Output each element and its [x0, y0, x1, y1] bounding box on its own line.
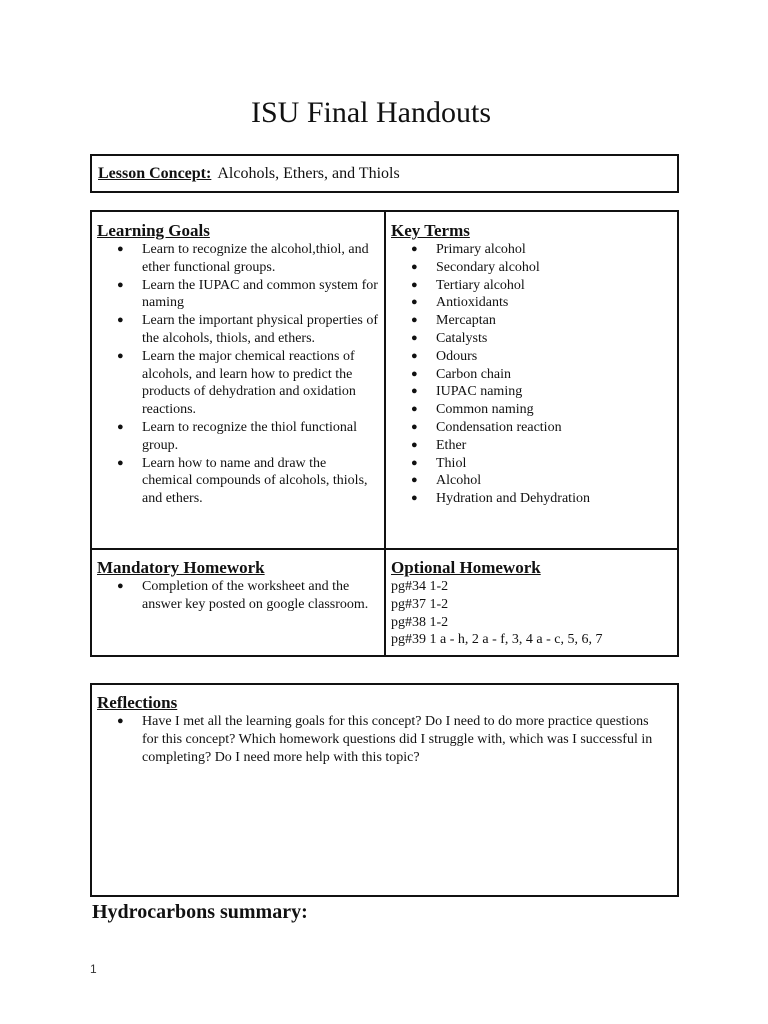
optional-homework-line: pg#39 1 a - h, 2 a - f, 3, 4 a - c, 5, 6, 7 — [391, 632, 603, 648]
reflections-list — [97, 713, 667, 766]
bullet-icon: ● — [117, 243, 124, 255]
key-term-item: ● Alcohol — [411, 473, 482, 489]
key-terms-heading: Key Terms — [391, 221, 470, 240]
key-terms-cell — [391, 221, 671, 508]
learning-goal-item: ● Learn the major chemical reactions of alcohols, and learn how to predict the products of dehydration and oxidation reactions. — [117, 348, 356, 418]
reflection-item: ● Have I met all the learning goals for this concept? Do I need to do more practice questions for this concept? Which homework questions did I struggle with, which was I successful in completing? Do I need more help with this topic? — [117, 714, 653, 765]
bullet-icon: ● — [411, 403, 418, 416]
bullet-icon: ● — [117, 580, 124, 592]
table-column-divider — [384, 212, 386, 655]
reflections-box — [90, 683, 679, 897]
learning-goals-list — [97, 241, 379, 508]
bullet-icon: ● — [411, 456, 418, 469]
lesson-concept-label: Lesson Concept: — [98, 165, 212, 182]
mandatory-homework-list — [97, 578, 379, 614]
bullet-icon: ● — [411, 243, 418, 255]
learning-goals-heading: Learning Goals — [97, 221, 210, 240]
key-term-item: ● Primary alcohol — [411, 242, 526, 257]
bullet-icon: ● — [411, 367, 418, 380]
learning-goal-item: ● Learn the important physical properties of the alcohols, thiols, and ethers. — [117, 313, 378, 346]
key-term-item: ● Hydration and Dehydration — [411, 491, 590, 507]
learning-goal-item: ● Learn how to name and draw the chemical compounds of alcohols, thiols, and ethers. — [117, 455, 368, 507]
bullet-icon: ● — [411, 314, 418, 327]
optional-homework-line: pg#37 1-2 — [391, 596, 449, 612]
key-term-item: ● Catalysts — [411, 330, 488, 346]
bullet-icon: ● — [411, 349, 418, 362]
page-title: ISU Final Handouts — [251, 96, 491, 129]
table-row-divider — [92, 548, 677, 550]
key-term-item: ● Thiol — [411, 455, 467, 471]
bullet-icon: ● — [117, 715, 124, 727]
optional-homework-cell — [391, 558, 671, 649]
bullet-icon: ● — [411, 438, 418, 451]
key-term-item: ● Carbon chain — [411, 366, 512, 382]
key-term-item: ● Condensation reaction — [411, 419, 562, 435]
key-term-item: ● Odours — [411, 348, 478, 364]
bullet-icon: ● — [411, 474, 418, 487]
key-term-item: ● Secondary alcohol — [411, 259, 540, 275]
lesson-concept-value: Alcohols, Ethers, and Thiols — [217, 165, 400, 182]
key-term-item: ● Mercaptan — [411, 313, 496, 329]
bullet-icon: ● — [411, 296, 418, 309]
key-term-item: ● Antioxidants — [411, 295, 509, 311]
key-term-item: ● IUPAC naming — [411, 384, 523, 400]
mandatory-homework-heading: Mandatory Homework — [97, 558, 265, 577]
key-term-item: ● Common naming — [411, 402, 534, 418]
optional-homework-heading: Optional Homework — [391, 558, 541, 577]
key-term-item: ● Ether — [411, 437, 467, 453]
learning-goal-item: ● Learn to recognize the alcohol,thiol, and ether functional groups. — [117, 242, 369, 275]
reflections-heading: Reflections — [97, 693, 178, 712]
bullet-icon: ● — [411, 385, 418, 398]
mandatory-homework-cell — [97, 558, 379, 614]
learning-goal-item: ● Learn to recognize the thiol functional group. — [117, 419, 357, 453]
reflections-cell — [97, 693, 667, 766]
goals-terms-homework-table — [90, 210, 679, 657]
learning-goals-cell — [97, 221, 379, 508]
key-term-item: ● Tertiary alcohol — [411, 277, 525, 293]
bullet-icon: ● — [411, 278, 418, 291]
bullet-icon: ● — [117, 278, 124, 291]
learning-goal-item: ● Learn the IUPAC and common system for naming — [117, 277, 378, 311]
bullet-icon: ● — [411, 492, 418, 505]
page-number: 1 — [90, 962, 97, 976]
hydrocarbons-summary-heading: Hydrocarbons summary: — [92, 901, 308, 923]
bullet-icon: ● — [411, 331, 418, 344]
bullet-icon: ● — [117, 349, 124, 362]
key-terms-list — [391, 241, 671, 508]
optional-homework-line: pg#38 1-2 — [391, 614, 449, 630]
bullet-icon: ● — [411, 260, 418, 273]
optional-homework-line: pg#34 1-2 — [391, 579, 449, 594]
bullet-icon: ● — [411, 420, 418, 433]
bullet-icon: ● — [117, 420, 124, 433]
bullet-icon: ● — [117, 456, 124, 469]
mandatory-homework-item: ● Completion of the worksheet and the answer key posted on google classroom. — [117, 579, 369, 612]
bullet-icon: ● — [117, 314, 124, 327]
lesson-concept-box — [90, 154, 679, 193]
